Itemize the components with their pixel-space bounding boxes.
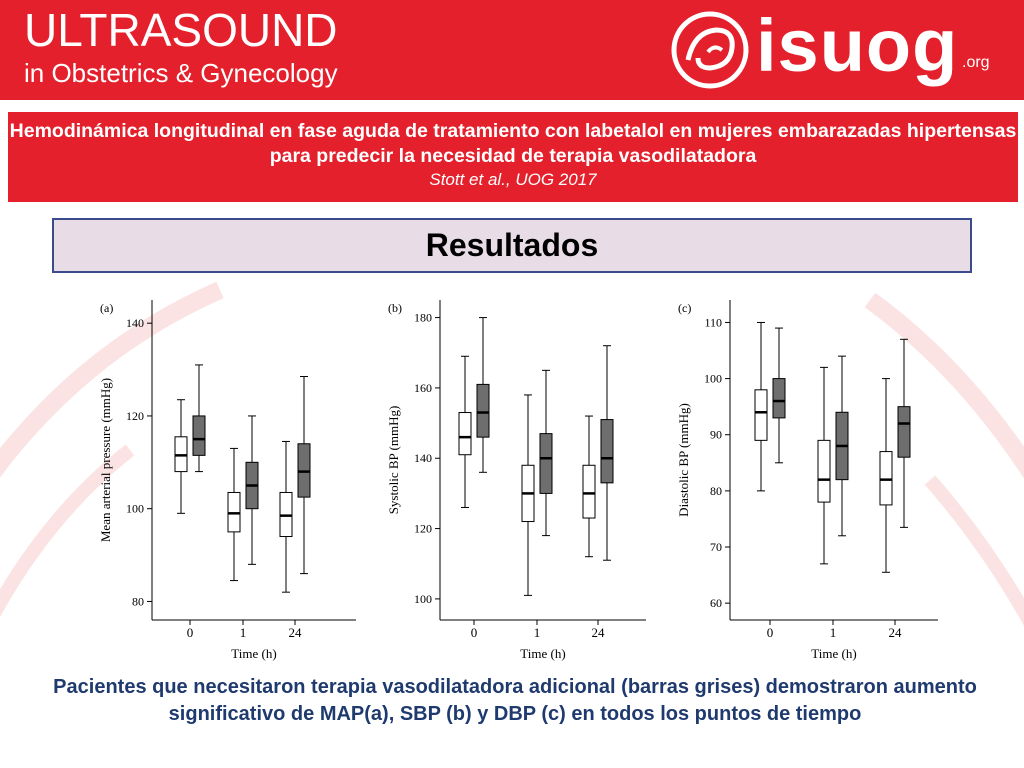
y-tick-label: 140 xyxy=(414,451,432,466)
y-axis-title: Systolic BP (mmHg) xyxy=(386,405,401,515)
y-tick-label: 100 xyxy=(126,501,144,516)
results-caption: Pacientes que necesitaron terapia vasodilatadora adicional (barras grises) demostraron aumento significativo de MAP(a), SBP (b) y DBP (c) en todos los puntos de tiempo xyxy=(53,676,977,725)
grey-box xyxy=(193,416,205,455)
y-tick-label: 100 xyxy=(704,371,722,386)
study-title-box xyxy=(8,112,1018,202)
x-tick-label: 0 xyxy=(470,625,478,640)
grey-box xyxy=(540,434,552,494)
isuog-logo-icon xyxy=(668,8,752,92)
panel-label: (a) xyxy=(100,301,114,315)
white-box xyxy=(459,413,471,455)
y-tick-label: 70 xyxy=(710,540,722,555)
x-tick-label: 1 xyxy=(239,625,247,640)
x-axis-title: Time (h) xyxy=(811,646,857,661)
panel-label: (c) xyxy=(678,301,692,315)
y-tick-label: 120 xyxy=(126,408,144,423)
y-tick-label: 140 xyxy=(126,316,144,331)
section-header xyxy=(52,218,972,273)
x-tick-label: 1 xyxy=(533,625,541,640)
study-citation: Stott et al., UOG 2017 xyxy=(429,170,597,189)
x-tick-label: 0 xyxy=(766,625,774,640)
grey-box xyxy=(773,379,785,418)
white-box xyxy=(583,465,595,518)
y-tick-label: 100 xyxy=(414,591,432,606)
y-tick-label: 90 xyxy=(710,427,722,442)
journal-title: ULTRASOUND xyxy=(24,4,338,56)
y-tick-label: 120 xyxy=(414,521,432,536)
x-tick-label: 24 xyxy=(288,625,302,640)
journal-subtitle: in Obstetrics & Gynecology xyxy=(24,58,338,88)
grey-box xyxy=(477,384,489,437)
y-tick-label: 80 xyxy=(132,594,144,609)
isuog-logo-text: isuog xyxy=(756,4,959,87)
isuog-logo-domain: .org xyxy=(962,54,990,71)
y-tick-label: 80 xyxy=(710,483,722,498)
white-box xyxy=(755,390,767,441)
y-tick-label: 110 xyxy=(704,315,722,330)
white-box xyxy=(818,440,830,502)
x-axis-title: Time (h) xyxy=(231,646,277,661)
x-axis-title: Time (h) xyxy=(520,646,566,661)
x-tick-label: 24 xyxy=(888,625,902,640)
x-tick-label: 24 xyxy=(591,625,605,640)
grey-box xyxy=(898,407,910,458)
x-tick-label: 0 xyxy=(186,625,194,640)
grey-box xyxy=(601,420,613,483)
x-tick-label: 1 xyxy=(829,625,837,640)
y-axis-title: Diastolic BP (mmHg) xyxy=(676,403,691,517)
y-tick-label: 60 xyxy=(710,596,722,611)
study-title: Hemodinámica longitudinal en fase aguda de tratamiento con labetalol en mujeres embarazadas hipertensas para predecir la necesidad de terapia vasodilatadora xyxy=(9,120,1017,167)
y-tick-label: 160 xyxy=(414,380,432,395)
panel-label: (b) xyxy=(388,301,402,315)
section-title: Resultados xyxy=(425,227,599,263)
y-axis-title: Mean arterial pressure (mmHg) xyxy=(98,377,113,543)
y-tick-label: 180 xyxy=(414,310,432,325)
white-box xyxy=(880,452,892,505)
boxplot-charts xyxy=(0,290,1024,670)
journal-header xyxy=(0,0,1024,100)
